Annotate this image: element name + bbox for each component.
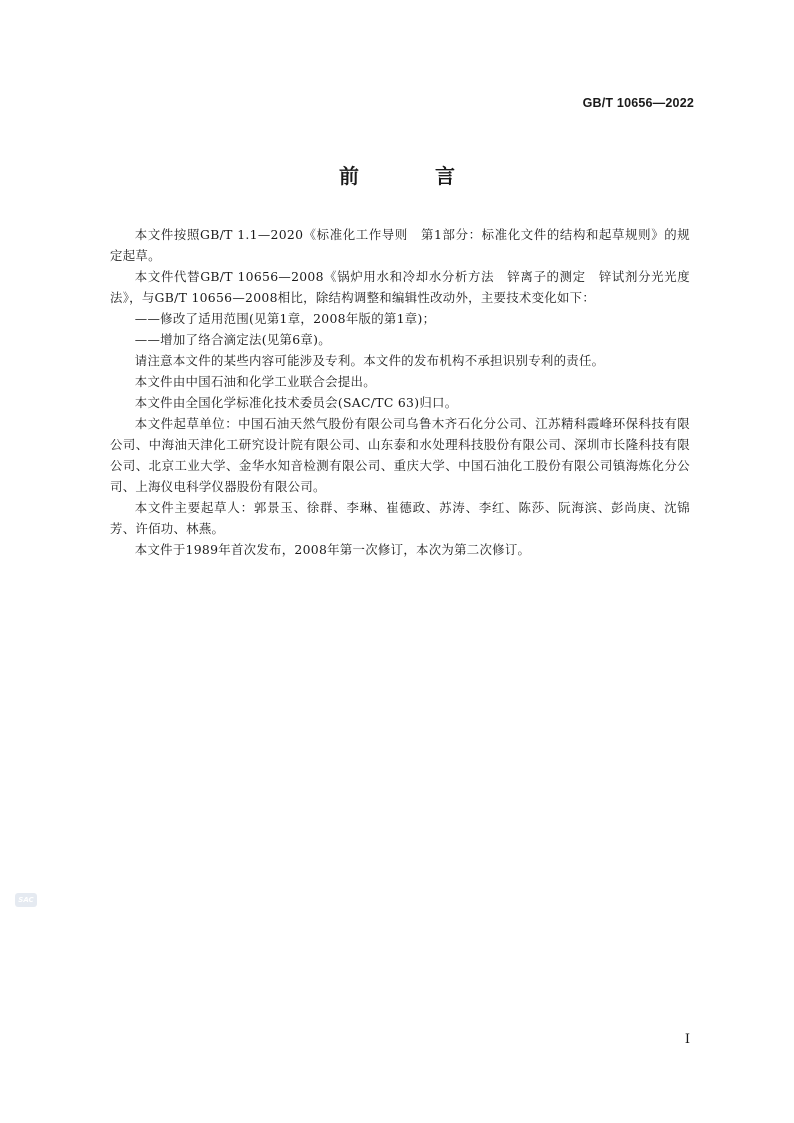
page-title: 前 言: [339, 164, 483, 188]
paragraph-history: 本文件于1989年首次发布，2008年第一次修订，本次为第二次修订。: [134, 542, 531, 557]
foreword-body: [110, 224, 690, 560]
paragraph-proposer: 本文件由中国石油和化学工业联合会提出。: [134, 374, 376, 389]
standard-code: GB/T 10656—2022: [582, 96, 694, 110]
paragraph-drafting-units: 本文件起草单位：中国石油天然气股份有限公司乌鲁木齐石化分公司、江苏精科霞峰环保科技有限公司、中海油天津化工研究设计院有限公司、山东泰和水处理科技股份有限公司、深圳市长隆科技有限公司、北京工业大学、金华水知音检测有限公司、重庆大学、中国石油化工股份有限公司镇海炼化分公司、上海仪电科学仪器股份有限公司。: [110, 416, 690, 494]
paragraph-patent-notice: 请注意本文件的某些内容可能涉及专利。本文件的发布机构不承担识别专利的责任。: [134, 353, 605, 368]
paragraph-replacement: 本文件代替GB/T 10656—2008《锅炉用水和冷却水分析方法 锌离子的测定 锌试剂分光光度法》，与GB/T 10656—2008相比，除结构调整和编辑性改动外，主要技术变化如下：: [110, 269, 690, 305]
change-item-method: ——增加了络合滴定法(见第6章)。: [134, 332, 331, 347]
change-item-scope: ——修改了适用范围(见第1章，2008年版的第1章)；: [134, 311, 436, 326]
paragraph-committee: 本文件由全国化学标准化技术委员会(SAC/TC 63)归口。: [134, 395, 458, 410]
sac-logo-watermark: SAC: [15, 893, 37, 907]
paragraph-drafting-rules: 本文件按照GB/T 1.1—2020《标准化工作导则 第1部分：标准化文件的结构和起草规则》的规定起草。: [110, 227, 690, 263]
paragraph-drafters: 本文件主要起草人：郭景玉、徐群、李琳、崔德政、苏涛、李红、陈莎、阮海滨、彭尚庚、沈锦芳、许佰功、林燕。: [110, 500, 690, 536]
page-number: I: [684, 1032, 690, 1047]
